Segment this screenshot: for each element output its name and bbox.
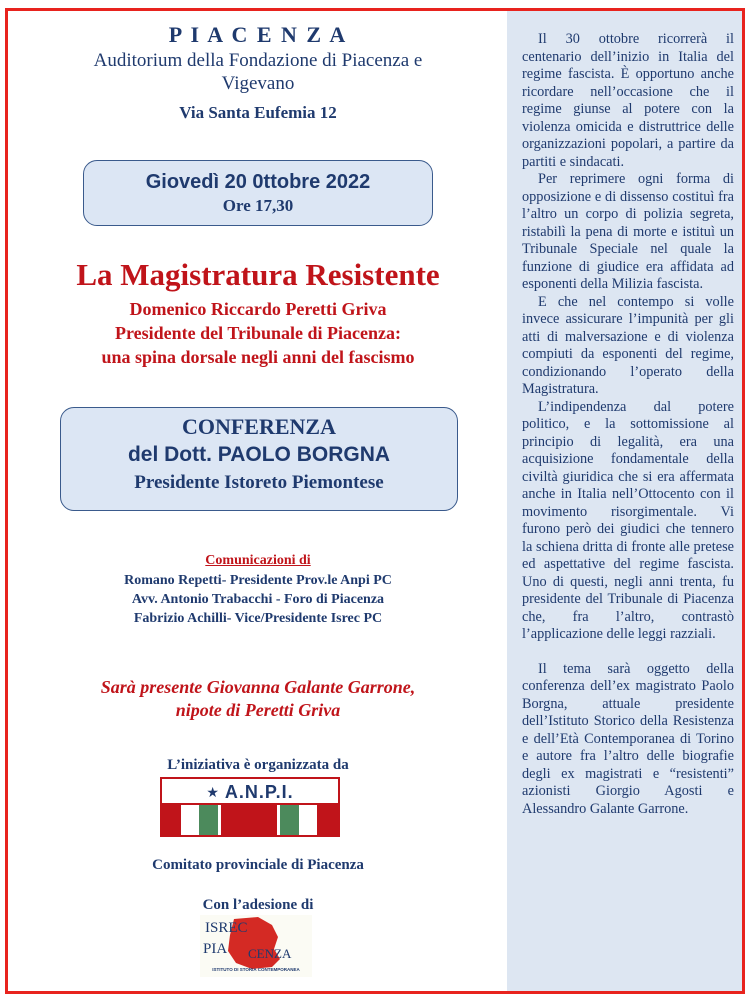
communication-item: Fabrizio Achilli- Vice/Presidente Isrec PC [133, 611, 383, 626]
sidebar-text [507, 11, 742, 991]
event-title: La Magistratura Resistente [76, 257, 440, 292]
communication-item: Avv. Antonio Trabacchi - Foro di Piacenza [131, 592, 385, 607]
guest-line-2: nipote di Peretti Griva [175, 700, 341, 720]
guest-line-1: Sarà presente Giovanna Galante Garrone, [100, 677, 416, 697]
sidebar-paragraph: L’indipendenza dal potere politico, e la sottomissione al principio di legalità, era una acquisizione fondamentale della civiltà giuridica che si era affermata anche in Italia nell’Ottocento con il movimento risorgimentale. Vi furono però dei giudici che tennero la schiena dritta di fronte alle pretese ed aspettative del regime fascista. Uno di questi, negli anni trenta, fu presidente del Tribunale di Piacenza che, fra l’altro, contrastò l’applicazione delle leggi razziali. [522, 398, 734, 642]
anpi-logo-header [162, 779, 338, 805]
anpi-logo [160, 777, 340, 837]
speaker-role: Presidente Istoreto Piemontese [134, 472, 384, 493]
subtitle-line-3: una spina dorsale negli anni del fascismo [101, 347, 415, 367]
venue-address: Via Santa Eufemia 12 [179, 103, 337, 122]
cenza-logo-text: CENZA [248, 946, 292, 961]
venue-line-2: Vigevano [221, 73, 295, 94]
subtitle-line-2: Presidente del Tribunale di Piacenza: [115, 323, 401, 343]
isrec-logo-caption: ISTITUTO DI STORIA CONTEMPORANEA [212, 967, 300, 972]
communication-item: Romano Repetti- Presidente Prov.le Anpi PC [124, 573, 392, 588]
subtitle-line-1: Domenico Riccardo Peretti Griva [129, 299, 387, 319]
conference-speaker: del Dott. PAOLO BORGNA [127, 443, 391, 466]
flag-stripes [162, 803, 338, 835]
flyer-main [10, 12, 506, 988]
adhesion-intro: Con l’adesione di [202, 897, 314, 913]
conference-heading: CONFERENZA [181, 414, 336, 439]
communications-heading: Comunicazioni di [205, 553, 311, 568]
sidebar-paragraph: Il 30 ottobre ricorrerà il centenario dell’inizio in Italia del regime fascista. È opportuno anche ricordare nell’occasione che il regime giunse al potere con la violenza omicida e distruttrice delle organizzazioni popolari, a partire da partiti e sindacati. [522, 31, 734, 170]
isrec-logo-text: ISREC [205, 920, 248, 936]
sidebar-paragraph: Il tema sarà oggetto della conferenza dell’ex magistrato Paolo Borgna, attuale presidente dell’Istituto Storico della Resistenza e dell’Età Contemporanea di Torino e autore fra l’altro delle biografie degli ex magistrati e “resistenti” azionisti Giorgio Agosti e Alessandro Galante Garrone. [522, 660, 734, 817]
event-time: Ore 17,30 [222, 196, 294, 215]
star-icon: ★ [206, 783, 220, 800]
organizer-intro: L’iniziativa è organizzata da [167, 757, 349, 773]
event-date: Giovedì 20 0ttobre 2022 [145, 171, 371, 193]
organizer-committee: Comitato provinciale di Piacenza [152, 857, 364, 873]
anpi-logo-text: A.N.P.I. [224, 781, 294, 802]
sidebar-paragraph: E che nel contempo si volle invece assicurare l’impunità per gli atti di malversazione e di violenza compiuti da esponenti del regime, condizionando l’operato della Magistratura. [522, 293, 734, 397]
isrec-logo [200, 915, 312, 977]
sidebar-paragraph: Per reprimere ogni forma di opposizione e di dissenso costituì fra l’altro un corpo di polizia segreta, ristabilì la pena di morte e istituì un Tribunale Speciale nel quale la funzione di giudice era affidata ad esponenti della Milizia fascista. [522, 171, 734, 292]
city-title: P I A C E N Z A [168, 22, 348, 47]
pia-logo-text: PIA [203, 941, 228, 957]
date-box [83, 160, 433, 226]
conference-box [60, 407, 458, 511]
venue-line-1: Auditorium della Fondazione di Piacenza e [93, 50, 423, 71]
